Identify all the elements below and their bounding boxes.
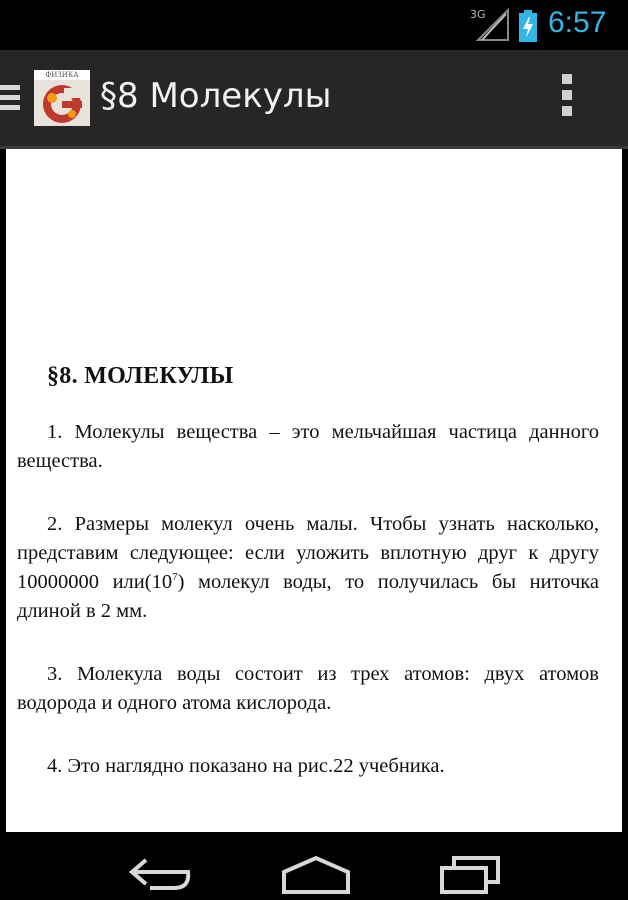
document xyxy=(17,363,599,815)
home-icon[interactable] xyxy=(280,854,352,894)
exponent: 7 xyxy=(172,571,178,584)
clock: 6:57 xyxy=(548,6,607,39)
action-bar xyxy=(0,50,628,149)
network-type: 3G xyxy=(470,8,486,21)
paragraph-4: 4. Это наглядно показано на рис.22 учебника. xyxy=(47,755,445,777)
recents-icon[interactable] xyxy=(438,854,502,894)
paragraph-2 xyxy=(17,510,599,626)
page-title: §8 Молекулы xyxy=(100,76,332,116)
paragraph-2-start: 2. Размеры молекул очень малы. Чтобы узнать насколько, представим следующее: если уложить вплотную друг к другу 10000000 или(10 xyxy=(17,513,599,593)
paragraph-3: 3. Молекула воды состоит из трех атомов: двух атомов водорода и одного атома кислорода. xyxy=(17,663,599,714)
signal-icon xyxy=(468,8,510,42)
back-icon[interactable] xyxy=(126,854,194,892)
drawer-menu-icon[interactable] xyxy=(0,85,24,111)
paragraph-2-end: ) молекул воды, то получилась бы ниточка длиной в 2 мм. xyxy=(17,571,600,622)
app-logo[interactable] xyxy=(34,70,90,126)
section-heading: §8. МОЛЕКУЛЫ xyxy=(47,363,234,389)
status-bar xyxy=(0,0,628,50)
paragraph-1: 1. Молекулы вещества – это мельчайшая частица данного вещества. xyxy=(17,421,599,472)
navigation-bar xyxy=(0,832,628,900)
overflow-menu-icon[interactable] xyxy=(562,74,574,124)
app-logo-caption: ФИЗИКА xyxy=(45,71,79,79)
battery-charging-icon xyxy=(519,10,537,42)
content-area[interactable] xyxy=(6,149,622,832)
logo-graphic-icon xyxy=(34,80,90,126)
